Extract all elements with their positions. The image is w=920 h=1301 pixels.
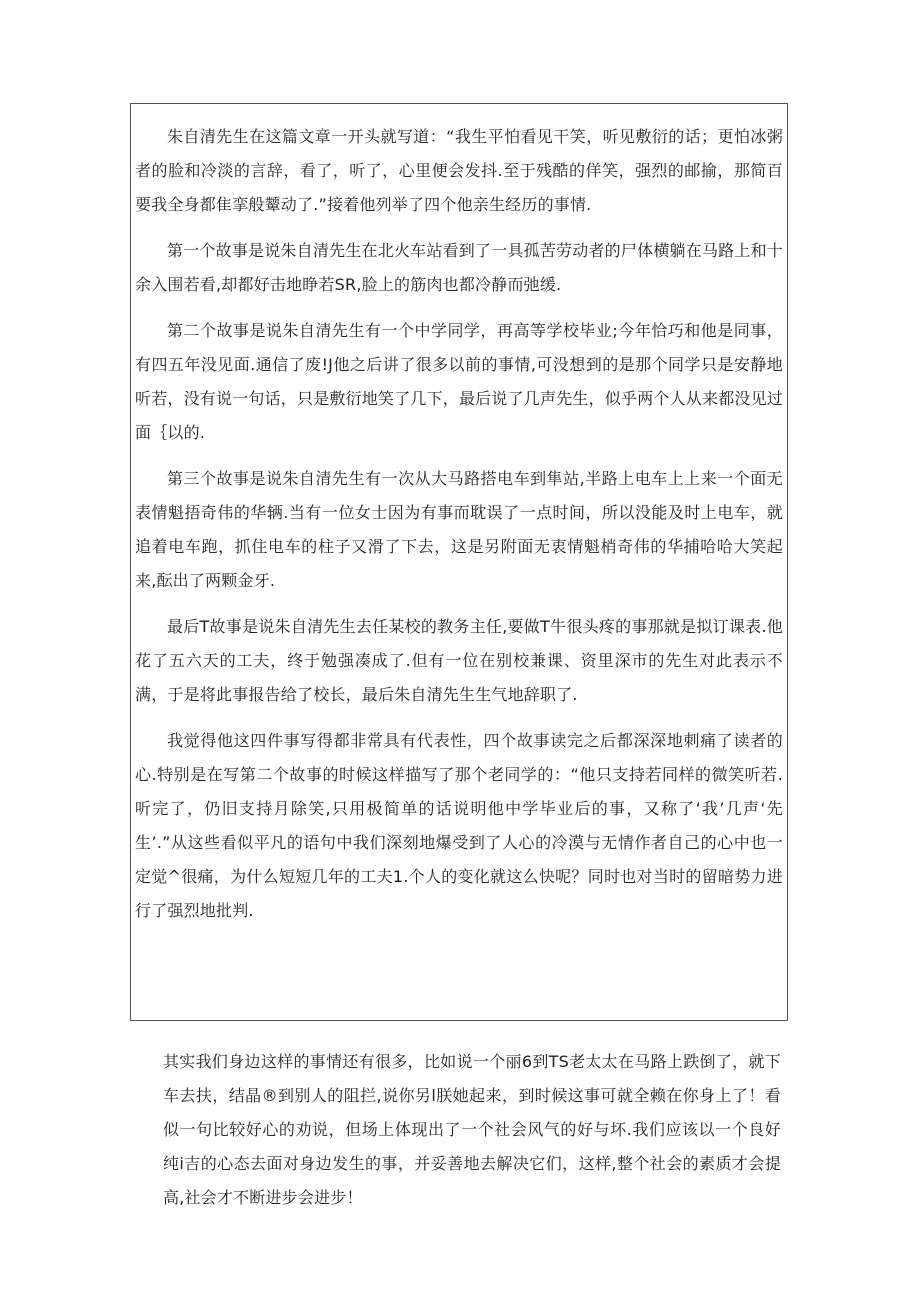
paragraph-story-one: 第一个故事是说朱自清先生在北火车站看到了一具孤苦劳动者的尸体横躺在马路上和十余入围若看,却都好击地睁若SR,脸上的筋肉也都冷静而弛缓.: [135, 241, 783, 294]
paragraph-reflection: 我觉得他这四件事写得都非常具有代表性，四个故事读完之后都深深地刺痛了读者的心.特别是在写第二个故事的时候这样描写了那个老同学的：“他只支持若同样的微笑听若.听完了，仍旧支持月除笑,只用极简单的话说明他中学毕业后的事，又称了‘我’几声‘先生’.”从这些看似平凡的语句中我们深刻地爆受到了人心的冷漠与无情作者自己的心中也一定觉^很痛，为什么短短几年的工夫1.个人的变化就这么快呢？同时也对当时的留暗势力进行了强烈地批判.: [135, 731, 783, 920]
paragraph-opening-quote: 朱自清先生在这篇文章一开头就写道：“我生平怕看见干笑，听见敷衍的话；更怕冰粥者的脸和冷淡的言辞，看了，听了，心里便会发抖.至于残酷的佯笑，强烈的邮揄，那简百要我全身都隹挛般颦动了.”接着他列举了四个他亲生经历的事情.: [135, 127, 783, 214]
paragraph-story-four: 最后T故事是说朱自清先生去任某校的教务主任,要做T牛很头疼的事那就是拟订课表.他花了五六天的工夫，终于勉强凑成了.但有一位在别校兼课、资里深市的先生对此表示不满，于是将此事报告给了校长，最后朱自清先生生气地辞职了.: [135, 617, 783, 704]
paragraph-story-three: 第三个故事是说朱自清先生有一次从大马路搭电车到隼站,半路上电车上上来一个面无表情魁捂奇伟的华辆.当有一位女士因为有事而耽误了一点时间，所以没能及时上电车，就追着电车跑，抓住电车的柱子又滑了下去，这是另附面无衷情魁梢奇伟的华捕哈哈大笑起来,酝出了两颗金牙.: [135, 469, 783, 590]
essay-bordered-box: [130, 103, 788, 1021]
paragraph-story-two: 第二个故事是说朱自清先生有一个中学同学，再高等学校毕业;今年恰巧和他是同事，有四五年没见面.通信了废!J他之后讲了很多以前的事情,可没想到的是那个同学只是安静地听若，没有说一句话，只是敷衍地笑了几下，最后说了几声先生，似乎两个人从来都没见过面｛以的.: [135, 321, 784, 442]
closing-paragraph: 其实我们身边这样的事情还有很多，比如说一个丽6到TS老太太在马路上跌倒了，就下车去扶，结晶®到别人的阻拦,说你另l朕她起来，到时候这事可就全赖在你身上了！看似一句比较好心的劝说，但场上体现出了一个社会风气的好与坏.我们应该以一个良好纯i吉的心态去面对身边发生的事，并妥善地去解决它们，这样,整个社会的素质才会提高,社会才不断进步会进步！: [163, 1052, 781, 1207]
